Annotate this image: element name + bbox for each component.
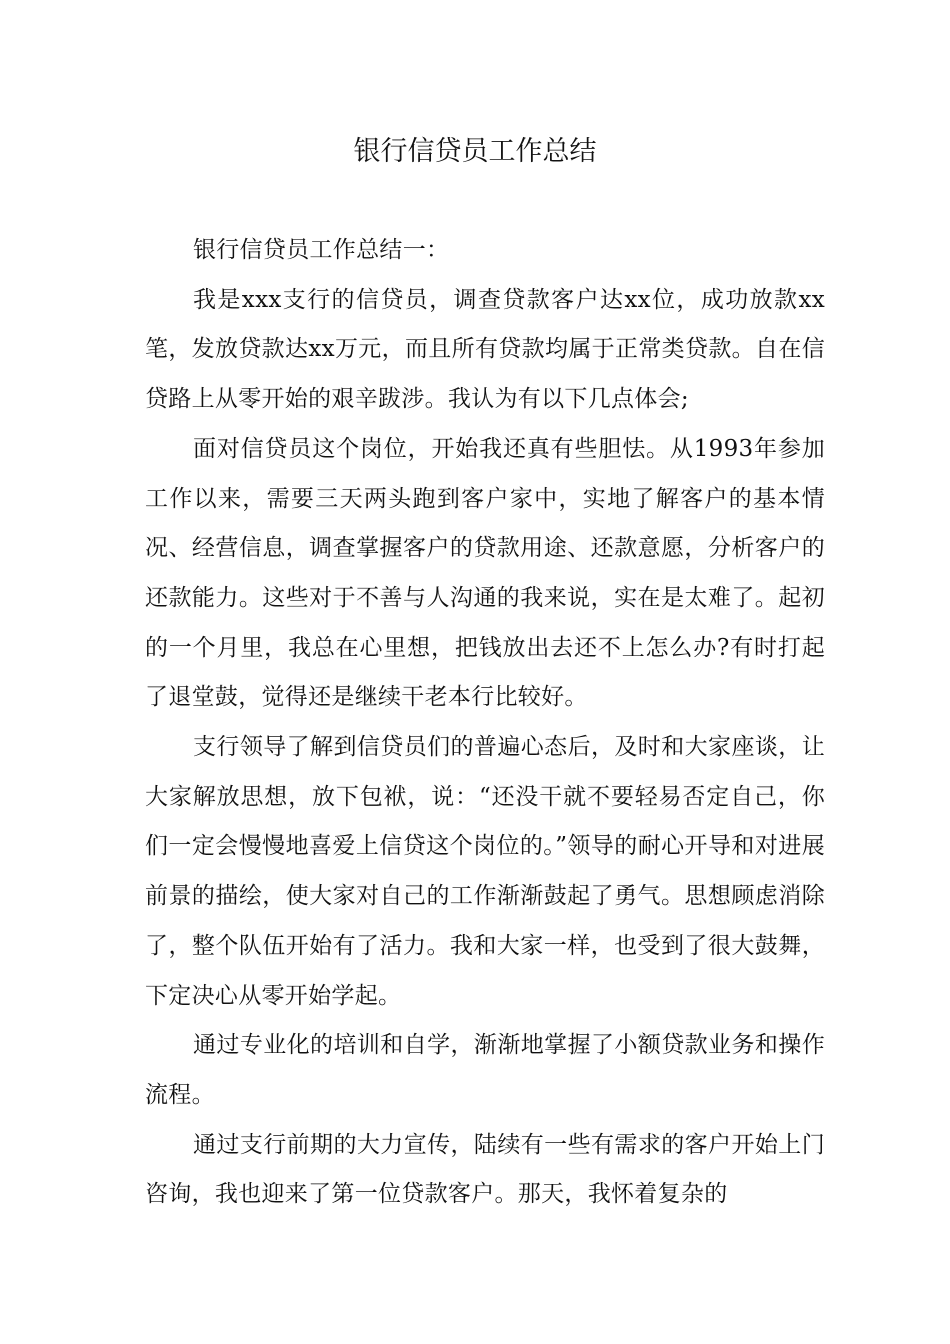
paragraph-first-client: 通过支行前期的大力宣传，陆续有一些有需求的客户开始上门咨询，我也迎来了第一位贷款客户。那天，我怀着复杂的	[145, 1131, 825, 1208]
paragraph-intro: 我是xxx支行的信贷员，调查贷款客户达xx位，成功放款xx笔，发放贷款达xx万元，而且所有贷款均属于正常类贷款。自在信贷路上从零开始的艰辛跋涉。我认为有以下几点体会;	[145, 286, 825, 413]
document-body	[145, 226, 825, 1220]
paragraph-leadership: 支行领导了解到信贷员们的普遍心态后，及时和大家座谈，让大家解放思想，放下包袱，说：“还没干就不要轻易否定自己，你们一定会慢慢地喜爱上信贷这个岗位的。”领导的耐心开导和对进展前景的描绘，使大家对自己的工作渐渐鼓起了勇气。思想顾虑消除了，整个队伍开始有了活力。我和大家一样，也受到了很大鼓舞，下定决心从零开始学起。	[145, 734, 825, 1009]
document-title: 银行信贷员工作总结	[353, 136, 597, 167]
paragraph-subtitle: 银行信贷员工作总结一：	[193, 237, 450, 263]
paragraph-training: 通过专业化的培训和自学，渐渐地掌握了小额贷款业务和操作流程。	[145, 1032, 825, 1108]
paragraph-challenges: 面对信贷员这个岗位，开始我还真有些胆怯。从1993年参加工作以来，需要三天两头跑到客户家中，实地了解客户的基本情况、经营信息，调查掌握客户的贷款用途、还款意愿，分析客户的还款能力。这些对于不善与人沟通的我来说，实在是太难了。起初的一个月里，我总在心里想，把钱放出去还不上怎么办?有时打起了退堂鼓，觉得还是继续干老本行比较好。	[145, 435, 825, 711]
